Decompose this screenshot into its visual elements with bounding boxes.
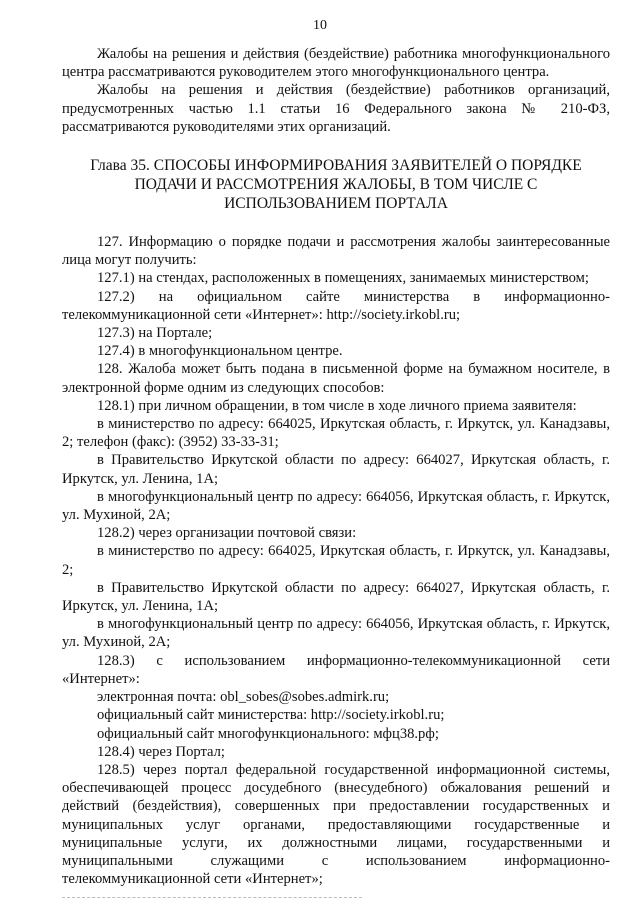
chapter-title: Глава 35. СПОСОБЫ ИНФОРМИРОВАНИЯ ЗАЯВИТЕЛЕЙ О ПОРЯДКЕ ПОДАЧИ И РАССМОТРЕНИЯ ЖАЛОБЫ, В ТОМ ЧИСЛЕ С ИСПОЛЬЗОВАНИЕМ ПОРТАЛА [90,157,582,213]
paragraph: 127.1) на стендах, расположенных в помещениях, занимаемых министерством; [97,270,589,287]
paragraph: в Правительство Иркутской области по адресу: 664027, Иркутская область, г. Иркутск, ул. Ленина, 1А; [62,579,610,615]
paragraph: 127.4) в многофункциональном центре. [97,343,343,360]
paragraph: 128.2) через организации почтовой связи: [97,525,357,542]
paragraph: в многофункциональный центр по адресу: 664056, Иркутская область, г. Иркутск, ул. Мухиной, 2А; [62,616,610,651]
paragraph: 128. Жалоба может быть подана в письменной форме на бумажном носителе, в электронной форме одним из следующих способов: [62,361,610,396]
footer-divider [62,897,362,898]
paragraph: официальный сайт министерства: http://society.irkobl.ru; [97,707,445,724]
paragraph: в многофункциональный центр по адресу: 664056, Иркутская область, г. Иркутск, ул. Мухиной, 2А; [62,488,610,524]
paragraph: в министерство по адресу: 664025, Иркутская область, г. Иркутск, ул. Канадзавы, 2; телефон (факс): (3952) 33-33-31; [62,416,610,451]
paragraph: в министерство по адресу: 664025, Иркутская область, г. Иркутск, ул. Канадзавы, 2; [62,543,610,578]
paragraph: в Правительство Иркутской области по адресу: 664027, Иркутская область, г. Иркутск, ул. Ленина, 1А; [62,452,610,487]
paragraph: Жалобы на решения и действия (бездействие) работника многофункционального центра рассматриваются руководителем этого многофункционального центра. [62,46,610,81]
paragraph: официальный сайт многофункционального: мфц38.рф; [97,725,439,742]
paragraph: 128.1) при личном обращении, в том числе в ходе личного приема заявителя: [97,397,577,414]
paragraph: 127. Информацию о порядке подачи и рассмотрения жалобы заинтересованные лица могут получить: [62,234,610,269]
paragraph: 127.3) на Портале; [97,325,213,342]
paragraph: 128.4) через Портал; [97,743,225,760]
paragraph: 128.3) с использованием информационно-телекоммуникационной сети «Интернет»: [62,652,610,687]
paragraph: 127.2) на официальном сайте министерства в информационно-телекоммуникационной сети «Интернет»: http://society.irkobl.ru; [62,288,610,323]
paragraph: Жалобы на решения и действия (бездействие) работников организаций, предусмотренных частью 1.1 статьи 16 Федерального закона № 210-ФЗ, рассматриваются руководителями этих организаций. [62,82,610,135]
paragraph: 128.5) через портал федеральной государственной информационной системы, обеспечивающей процесс досудебного (внесудебного) обжалования решений и действий (бездействия), совершенных при предоставлении государственных и муниципальных услуг органами, предоставляющими государственные и муниципальные услуги, их должностными лицами, государственными и муниципальными служащими с использованием информационно-телекоммуникационной сети «Интернет»; [62,761,610,888]
page-number: 10 [313,18,327,33]
document-body [62,45,610,888]
paragraph: электронная почта: obl_sobes@sobes.admirk.ru; [97,689,390,706]
